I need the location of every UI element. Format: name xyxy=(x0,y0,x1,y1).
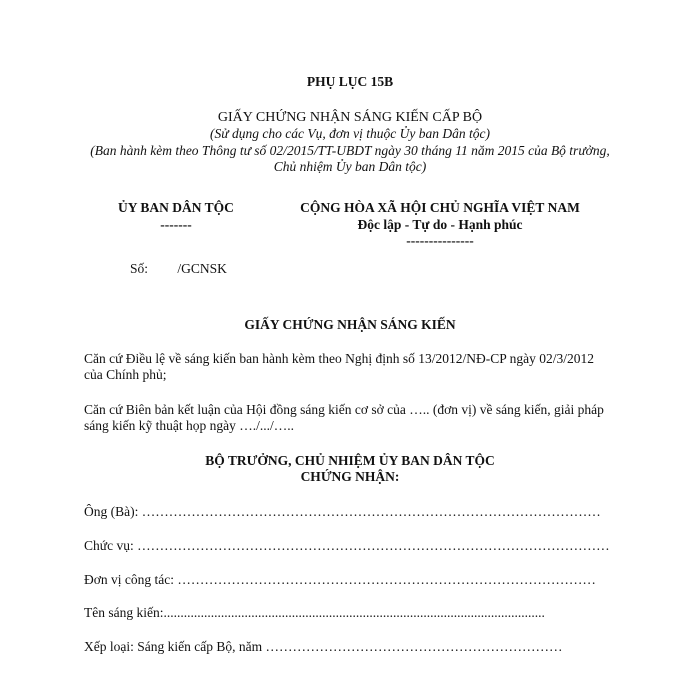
form-title: GIẤY CHỨNG NHẬN SÁNG KIẾN CẤP BỘ xyxy=(217,110,483,125)
basis1-line1: Căn cứ Điều lệ về sáng kiến ban hành kèm theo Nghị định số 13/2012/NĐ-CP ngày 02/3/2012 xyxy=(84,351,594,366)
national-name: CỘNG HÒA XÃ HỘI CHỦ NGHĨA VIỆT NAM xyxy=(300,200,580,215)
basis2-line2: sáng kiến kỹ thuật họp ngày …./.../….. xyxy=(84,418,294,433)
national-motto: Độc lập - Tự do - Hạnh phúc xyxy=(357,217,523,232)
issued-note-line2: Chủ nhiệm Ủy ban Dân tộc) xyxy=(273,159,427,174)
field-rating: Xếp loại: Sáng kiến cấp Bộ, năm ………………………………………………………… xyxy=(84,639,563,654)
org-dashes: ------- xyxy=(160,217,192,232)
number-label: Số: xyxy=(130,261,149,276)
usage-note: (Sử dụng cho các Vụ, đơn vị thuộc Ủy ban Dân tộc) xyxy=(210,126,490,141)
field-initiative: Tên sáng kiến:................................................................................................................. xyxy=(84,605,545,620)
authority-line1: BỘ TRƯỞNG, CHỦ NHIỆM ỦY BAN DÂN TỘC xyxy=(205,453,495,468)
field-unit: Đơn vị công tác: ………………………………………………………………………………… xyxy=(84,572,596,587)
issued-note-line1: (Ban hành kèm theo Thông tư số 02/2015/TT-UBDT ngày 30 tháng 11 năm 2015 của Bộ trưởng, xyxy=(90,143,610,158)
national-dashes: --------------- xyxy=(406,233,474,248)
field-name: Ông (Bà): ………………………………………………………………………………………… xyxy=(84,504,601,519)
org-name: ỦY BAN DÂN TỘC xyxy=(118,200,234,215)
authority-line2: CHỨNG NHẬN: xyxy=(300,469,400,484)
appendix-title: PHỤ LỤC 15B xyxy=(306,74,394,89)
cert-heading: GIẤY CHỨNG NHẬN SÁNG KIẾN xyxy=(244,317,456,332)
basis1-line2: của Chính phủ; xyxy=(84,367,167,382)
field-position: Chức vụ: …………………………………………………………………………………………… xyxy=(84,538,610,553)
basis2-line1: Căn cứ Biên bản kết luận của Hội đồng sáng kiến cơ sở của ….. (đơn vị) về sáng kiến, giải pháp xyxy=(84,402,604,417)
document-number xyxy=(130,261,227,277)
number-suffix: /GCNSK xyxy=(177,261,227,276)
